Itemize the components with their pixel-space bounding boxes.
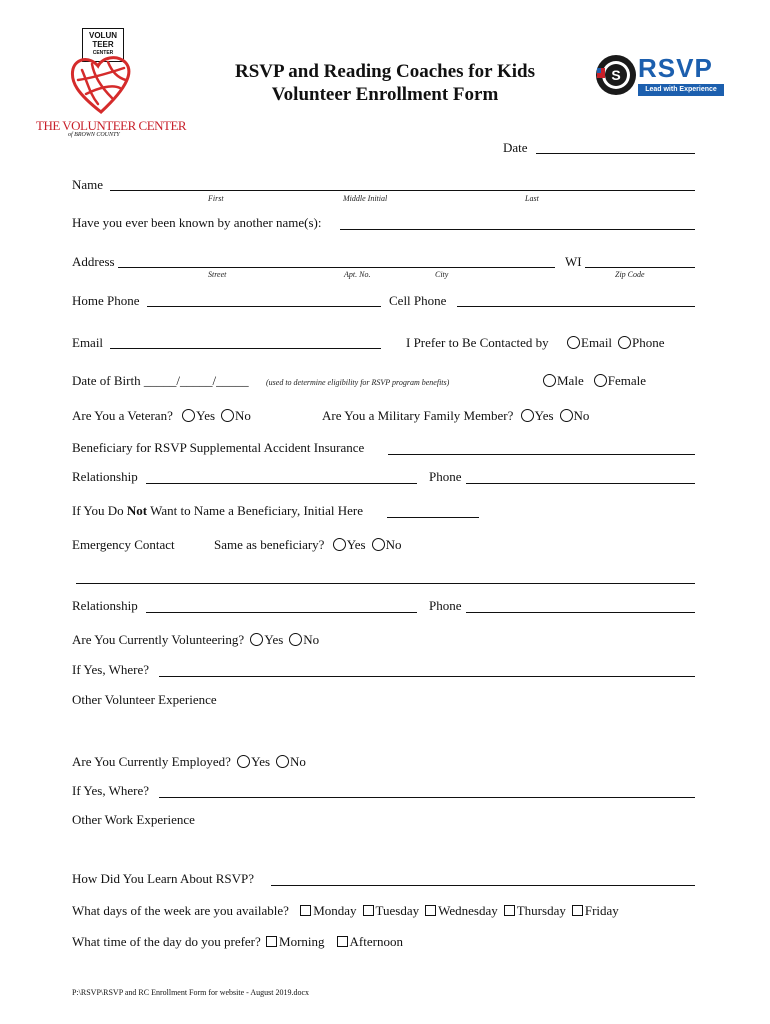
relationship-label: Relationship <box>72 469 138 484</box>
gender-male-option[interactable]: Male <box>543 373 584 389</box>
checkbox-icon[interactable] <box>300 905 311 916</box>
checkbox-icon[interactable] <box>266 936 277 947</box>
day-monday-option[interactable]: Monday <box>300 903 356 919</box>
contact-pref-label: I Prefer to Be Contacted by <box>406 335 549 350</box>
home-phone-label: Home Phone <box>72 293 140 308</box>
date-field[interactable] <box>536 153 695 154</box>
times-label: What time of the day do you prefer? <box>72 934 261 949</box>
home-phone-field[interactable] <box>147 306 381 307</box>
radio-icon[interactable] <box>250 633 263 646</box>
same-no-option[interactable]: No <box>372 537 402 553</box>
date-label: Date <box>503 140 528 155</box>
same-as-beneficiary-label: Same as beneficiary? <box>214 537 325 552</box>
military-row <box>322 408 595 424</box>
relationship-field[interactable] <box>146 483 417 484</box>
checkbox-icon[interactable] <box>363 905 374 916</box>
gender-options <box>543 373 652 389</box>
radio-icon[interactable] <box>237 755 250 768</box>
checkbox-icon[interactable] <box>504 905 515 916</box>
logo-box-line3: CENTER <box>92 50 114 56</box>
radio-icon[interactable] <box>560 409 573 422</box>
state-label: WI <box>565 254 582 269</box>
dob-note: (used to determine eligibility for RSVP program benefits) <box>266 378 450 387</box>
radio-icon[interactable] <box>289 633 302 646</box>
checkbox-icon[interactable] <box>337 936 348 947</box>
dob-label-text: Date of Birth <box>72 373 141 388</box>
logo-box-line2: TEER <box>92 40 114 49</box>
rsvp-wordmark: RSVP <box>638 53 713 83</box>
contact-pref-options <box>567 335 671 351</box>
form-title-line1: RSVP and Reading Coaches for Kids <box>234 61 535 82</box>
employed-row <box>72 754 312 770</box>
radio-icon[interactable] <box>521 409 534 422</box>
days-label: What days of the week are you available? <box>72 903 289 918</box>
volunteering-yes-option[interactable]: Yes <box>250 632 283 648</box>
other-volunteer-label: Other Volunteer Experience <box>72 692 217 707</box>
relationship2-label: Relationship <box>72 598 138 613</box>
beneficiary-field[interactable] <box>388 454 695 455</box>
zip-sublabel: Zip Code <box>615 270 645 279</box>
form-title-line2: Volunteer Enrollment Form <box>271 84 499 105</box>
relationship2-phone-field[interactable] <box>466 612 695 613</box>
logo-box-line1: VOLUN <box>89 31 117 40</box>
employed-where-label: If Yes, Where? <box>72 783 150 798</box>
radio-icon[interactable] <box>372 538 385 551</box>
heart-icon <box>68 54 134 116</box>
relationship-phone-field[interactable] <box>466 483 695 484</box>
contact-phone-option[interactable]: Phone <box>618 335 665 351</box>
other-name-field[interactable] <box>340 229 695 230</box>
emergency-contact-label: Emergency Contact <box>72 537 175 552</box>
volunteering-label: Are You Currently Volunteering? <box>72 632 245 647</box>
email-label: Email <box>72 335 104 350</box>
zip-field[interactable] <box>585 267 695 268</box>
military-label: Are You a Military Family Member? <box>322 408 514 423</box>
dob-label <box>72 373 249 389</box>
volunteer-where-field[interactable] <box>159 676 695 677</box>
radio-icon[interactable] <box>221 409 234 422</box>
same-yes-option[interactable]: Yes <box>333 537 366 553</box>
veteran-yes-option[interactable]: Yes <box>182 408 215 424</box>
emergency-contact-field[interactable] <box>76 583 695 584</box>
radio-icon[interactable] <box>567 336 580 349</box>
veteran-row <box>72 408 257 424</box>
employed-yes-option[interactable]: Yes <box>237 754 270 770</box>
learn-label: How Did You Learn About RSVP? <box>72 871 255 886</box>
veteran-label: Are You a Veteran? <box>72 408 173 423</box>
time-morning-option[interactable]: Morning <box>266 934 325 950</box>
initial-field[interactable] <box>387 517 479 518</box>
gender-female-option[interactable]: Female <box>594 373 646 389</box>
svg-text:S: S <box>611 67 621 83</box>
org-sub: of BROWN COUNTY <box>68 132 120 138</box>
military-yes-option[interactable]: Yes <box>521 408 554 424</box>
street-sublabel: Street <box>208 270 227 279</box>
radio-icon[interactable] <box>276 755 289 768</box>
employed-where-field[interactable] <box>159 797 695 798</box>
dob-field[interactable]: _____/_____/_____ <box>143 373 249 388</box>
relationship2-phone-label: Phone <box>429 598 462 613</box>
rsvp-tagline: Lead with Experience <box>638 84 724 96</box>
times-row <box>72 934 409 950</box>
name-first-sublabel: First <box>208 194 224 203</box>
checkbox-icon[interactable] <box>572 905 583 916</box>
volunteer-where-label: If Yes, Where? <box>72 662 150 677</box>
day-thursday-option[interactable]: Thursday <box>504 903 566 919</box>
same-as-beneficiary-row <box>214 537 408 553</box>
org-name: THE VOLUNTEER CENTER <box>36 118 187 133</box>
volunteering-row <box>72 632 325 648</box>
military-no-option[interactable]: No <box>560 408 590 424</box>
veteran-no-option[interactable]: No <box>221 408 251 424</box>
cell-phone-field[interactable] <box>457 306 695 307</box>
no-beneficiary-label: If You Do Not Want to Name a Beneficiary, Initial Here <box>72 503 364 518</box>
day-tuesday-option[interactable]: Tuesday <box>363 903 420 919</box>
name-last-sublabel: Last <box>525 194 539 203</box>
senior-corps-seal-icon <box>594 52 638 98</box>
cell-phone-label: Cell Phone <box>389 293 447 308</box>
footer-file-path: P:\RSVP\RSVP and RC Enrollment Form for website - August 2019.docx <box>72 988 310 997</box>
radio-icon[interactable] <box>594 374 607 387</box>
rsvp-logo <box>594 52 726 100</box>
address-label: Address <box>72 254 115 269</box>
radio-icon[interactable] <box>182 409 195 422</box>
relationship-phone-label: Phone <box>429 469 462 484</box>
address-field[interactable] <box>118 267 555 268</box>
other-work-label: Other Work Experience <box>72 812 195 827</box>
email-field[interactable] <box>110 348 381 349</box>
checkbox-icon[interactable] <box>425 905 436 916</box>
day-wednesday-option[interactable]: Wednesday <box>425 903 498 919</box>
volunteer-center-logo <box>34 28 187 146</box>
name-field[interactable] <box>110 190 695 191</box>
learn-field[interactable] <box>271 885 695 886</box>
apt-sublabel: Apt. No. <box>344 270 371 279</box>
days-row <box>72 903 625 919</box>
name-label: Name <box>72 177 104 192</box>
volunteering-no-option[interactable]: No <box>289 632 319 648</box>
employed-no-option[interactable]: No <box>276 754 306 770</box>
contact-email-option[interactable]: Email <box>567 335 612 351</box>
radio-icon[interactable] <box>543 374 556 387</box>
city-sublabel: City <box>435 270 449 279</box>
relationship2-field[interactable] <box>146 612 417 613</box>
not-emphasis: Not <box>126 503 148 518</box>
other-name-label: Have you ever been known by another name(s): <box>72 215 322 230</box>
radio-icon[interactable] <box>333 538 346 551</box>
employed-label: Are You Currently Employed? <box>72 754 231 769</box>
time-afternoon-option[interactable]: Afternoon <box>337 934 403 950</box>
radio-icon[interactable] <box>618 336 631 349</box>
day-friday-option[interactable]: Friday <box>572 903 619 919</box>
beneficiary-label: Beneficiary for RSVP Supplemental Accident Insurance <box>72 440 365 455</box>
name-middle-sublabel: Middle Initial <box>343 194 388 203</box>
